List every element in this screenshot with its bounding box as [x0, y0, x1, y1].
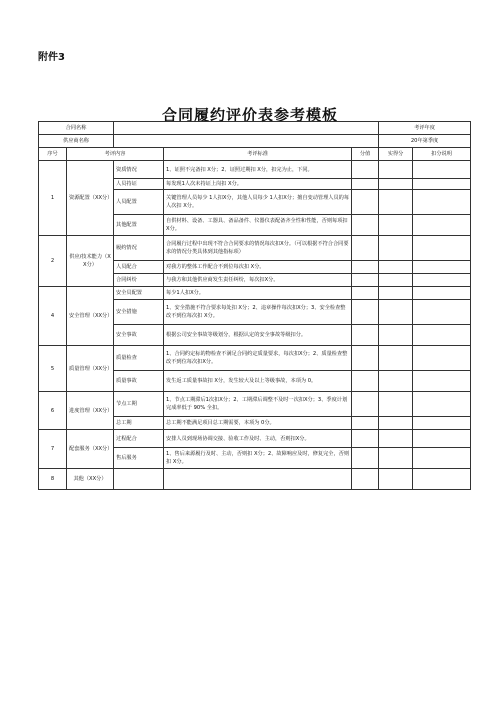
score-cell[interactable]	[352, 325, 379, 346]
quarter-label: 20年第季度	[379, 135, 471, 148]
table-row	[39, 392, 471, 417]
deduct-note-cell[interactable]	[413, 161, 471, 179]
actual-score-cell[interactable]	[379, 161, 413, 179]
group-seq: 6	[39, 392, 67, 430]
standard-text: 1、安全措施不符合要求每处扣 X分；2、违章操作每次扣X分；3、安全检查整改不到位每次扣 X分。	[164, 300, 352, 325]
deduct-note-cell[interactable]	[413, 371, 471, 392]
deduct-note-cell[interactable]	[413, 236, 471, 261]
header-row	[39, 148, 471, 161]
header-seq: 序号	[39, 148, 67, 161]
group-category: 质量管理（XX分）	[67, 346, 114, 392]
header-deduct: 扣分说明	[413, 148, 471, 161]
deduct-note-cell[interactable]	[413, 392, 471, 417]
group-seq: 4	[39, 287, 67, 346]
deduct-note-cell[interactable]	[413, 261, 471, 274]
deduct-note-cell[interactable]	[413, 469, 471, 490]
sub-item: 人员配合	[114, 261, 164, 274]
actual-score-cell[interactable]	[379, 346, 413, 371]
score-cell[interactable]	[352, 371, 379, 392]
actual-score-cell[interactable]	[379, 236, 413, 261]
actual-score-cell[interactable]	[379, 274, 413, 287]
sub-item: 售后服务	[114, 448, 164, 469]
score-cell[interactable]	[352, 179, 379, 190]
header-standard: 考评标准	[164, 148, 352, 161]
actual-score-cell[interactable]	[379, 325, 413, 346]
actual-score-cell[interactable]	[379, 371, 413, 392]
sub-item	[114, 469, 164, 490]
actual-score-cell[interactable]	[379, 261, 413, 274]
table-row	[39, 469, 471, 490]
sub-item: 履约情况	[114, 236, 164, 261]
standard-text: 1、售后来源履行及时、主动，否则扣 X分；2、故障响应及时，修复完全，否则扣 X分。	[164, 448, 352, 469]
deduct-note-cell[interactable]	[413, 215, 471, 236]
actual-score-cell[interactable]	[379, 392, 413, 417]
score-cell[interactable]	[352, 215, 379, 236]
standard-text	[164, 469, 352, 490]
header-actual: 实得分	[379, 148, 413, 161]
table-row	[39, 161, 471, 179]
actual-score-cell[interactable]	[379, 179, 413, 190]
group-category: 其他（XX分）	[67, 469, 114, 490]
header-score: 分值	[352, 148, 379, 161]
group-seq: 5	[39, 346, 67, 392]
evaluation-table	[38, 121, 471, 490]
contract-name-label: 合同名称	[39, 122, 114, 135]
group-seq: 1	[39, 161, 67, 236]
standard-text: 与我方和其他供应商发生责任纠纷，每次扣X分。	[164, 274, 352, 287]
deduct-note-cell[interactable]	[413, 448, 471, 469]
standard-text: 安排人员到现场协调交接、验收工作及时、主动，否则扣X分。	[164, 430, 352, 448]
table-row	[39, 430, 471, 448]
supplier-name-value[interactable]	[114, 135, 379, 148]
header-content: 考评内容	[67, 148, 164, 161]
sub-item: 合同纠纷	[114, 274, 164, 287]
group-category: 供应/技术能力（XX分）	[67, 236, 114, 287]
supplier-name-row	[39, 135, 471, 148]
score-cell[interactable]	[352, 448, 379, 469]
score-cell[interactable]	[352, 161, 379, 179]
standard-text: 根据公司安全事故等级划分，根据认定的安全事故等级扣分。	[164, 325, 352, 346]
actual-score-cell[interactable]	[379, 469, 413, 490]
standard-text: 关键管理人员每少 1人扣X分，其他人员每少 1人扣X分；擅自变动管理人员的每人次扣 X分。	[164, 190, 352, 215]
sub-item: 资质情况	[114, 161, 164, 179]
sub-item: 其他配置	[114, 215, 164, 236]
standard-text: 1、证照不完备扣 X分；2、证照过期扣 X分，扣完为止，下同。	[164, 161, 352, 179]
sub-item: 安全员配置	[114, 287, 164, 300]
group-seq: 7	[39, 430, 67, 469]
score-cell[interactable]	[352, 190, 379, 215]
page-title: 合同履约评价表参考模板	[161, 106, 338, 124]
standard-text: 每发现1人次未持证上岗扣 X分。	[164, 179, 352, 190]
score-cell[interactable]	[352, 300, 379, 325]
deduct-note-cell[interactable]	[413, 300, 471, 325]
sub-item: 人员配置	[114, 190, 164, 215]
score-cell[interactable]	[352, 430, 379, 448]
deduct-note-cell[interactable]	[413, 287, 471, 300]
standard-text: 自供材料、设备、工器具、备品备件、仪器仪表配备齐全性和性能，否则每项扣 X分。	[164, 215, 352, 236]
deduct-note-cell[interactable]	[413, 325, 471, 346]
deduct-note-cell[interactable]	[413, 417, 471, 430]
score-cell[interactable]	[352, 287, 379, 300]
table-row	[39, 287, 471, 300]
attachment-label: 附件3	[38, 52, 65, 63]
table-row	[39, 236, 471, 261]
sub-item: 过程配合	[114, 430, 164, 448]
score-cell[interactable]	[352, 392, 379, 417]
group-seq: 8	[39, 469, 67, 490]
group-category: 安全管理（XX分）	[67, 287, 114, 346]
sub-item: 安全措施	[114, 300, 164, 325]
standard-text: 1、节点工期滞后1次扣X分；2、工期滞后调整不及时一次扣X分；3、季度计划完成率低于 90% 全扣。	[164, 392, 352, 417]
standard-text: 发生返工质量事故扣 X分，发生较大及以上等级事故，本项为 0。	[164, 371, 352, 392]
deduct-note-cell[interactable]	[413, 179, 471, 190]
deduct-note-cell[interactable]	[413, 274, 471, 287]
table-row	[39, 346, 471, 371]
supplier-name-label: 供应商名称	[39, 135, 114, 148]
score-cell[interactable]	[352, 274, 379, 287]
score-cell[interactable]	[352, 346, 379, 371]
actual-score-cell[interactable]	[379, 430, 413, 448]
standard-text: 总工期不能满足项目总工期需要，本项为 0分。	[164, 417, 352, 430]
actual-score-cell[interactable]	[379, 417, 413, 430]
sub-item: 人员持证	[114, 179, 164, 190]
deduct-note-cell[interactable]	[413, 430, 471, 448]
score-cell[interactable]	[352, 236, 379, 261]
score-cell[interactable]	[352, 417, 379, 430]
group-category: 配套服务（XX分）	[67, 430, 114, 469]
contract-name-value[interactable]	[114, 122, 379, 135]
sub-item: 质量事故	[114, 371, 164, 392]
actual-score-cell[interactable]	[379, 287, 413, 300]
deduct-note-cell[interactable]	[413, 346, 471, 371]
group-category: 资源配置（XX分）	[67, 161, 114, 236]
score-cell[interactable]	[352, 261, 379, 274]
actual-score-cell[interactable]	[379, 448, 413, 469]
sub-item: 节点工期	[114, 392, 164, 417]
standard-text: 1、合同约定标的物检查不满足合同约定质量要求，每次扣X分；2、质量检查整改不到位每次扣X分。	[164, 346, 352, 371]
score-cell[interactable]	[352, 469, 379, 490]
actual-score-cell[interactable]	[379, 190, 413, 215]
deduct-note-cell[interactable]	[413, 190, 471, 215]
sub-item: 质量检查	[114, 346, 164, 371]
standard-text: 每少1人扣X分。	[164, 287, 352, 300]
actual-score-cell[interactable]	[379, 300, 413, 325]
standard-text: 合同履行过程中出现不符合合同要求的情况每次扣X分。（可以根据不符合合同要求的情况分类具体到其他指标项）	[164, 236, 352, 261]
contract-name-row	[39, 122, 471, 135]
sub-item: 总工期	[114, 417, 164, 430]
eval-year-label: 考评年度	[379, 122, 471, 135]
group-category: 进度管理（XX分）	[67, 392, 114, 430]
standard-text: 对我方的整体工作配合不到位每次扣 X分。	[164, 261, 352, 274]
actual-score-cell[interactable]	[379, 215, 413, 236]
sub-item: 安全事故	[114, 325, 164, 346]
group-seq: 2	[39, 236, 67, 287]
